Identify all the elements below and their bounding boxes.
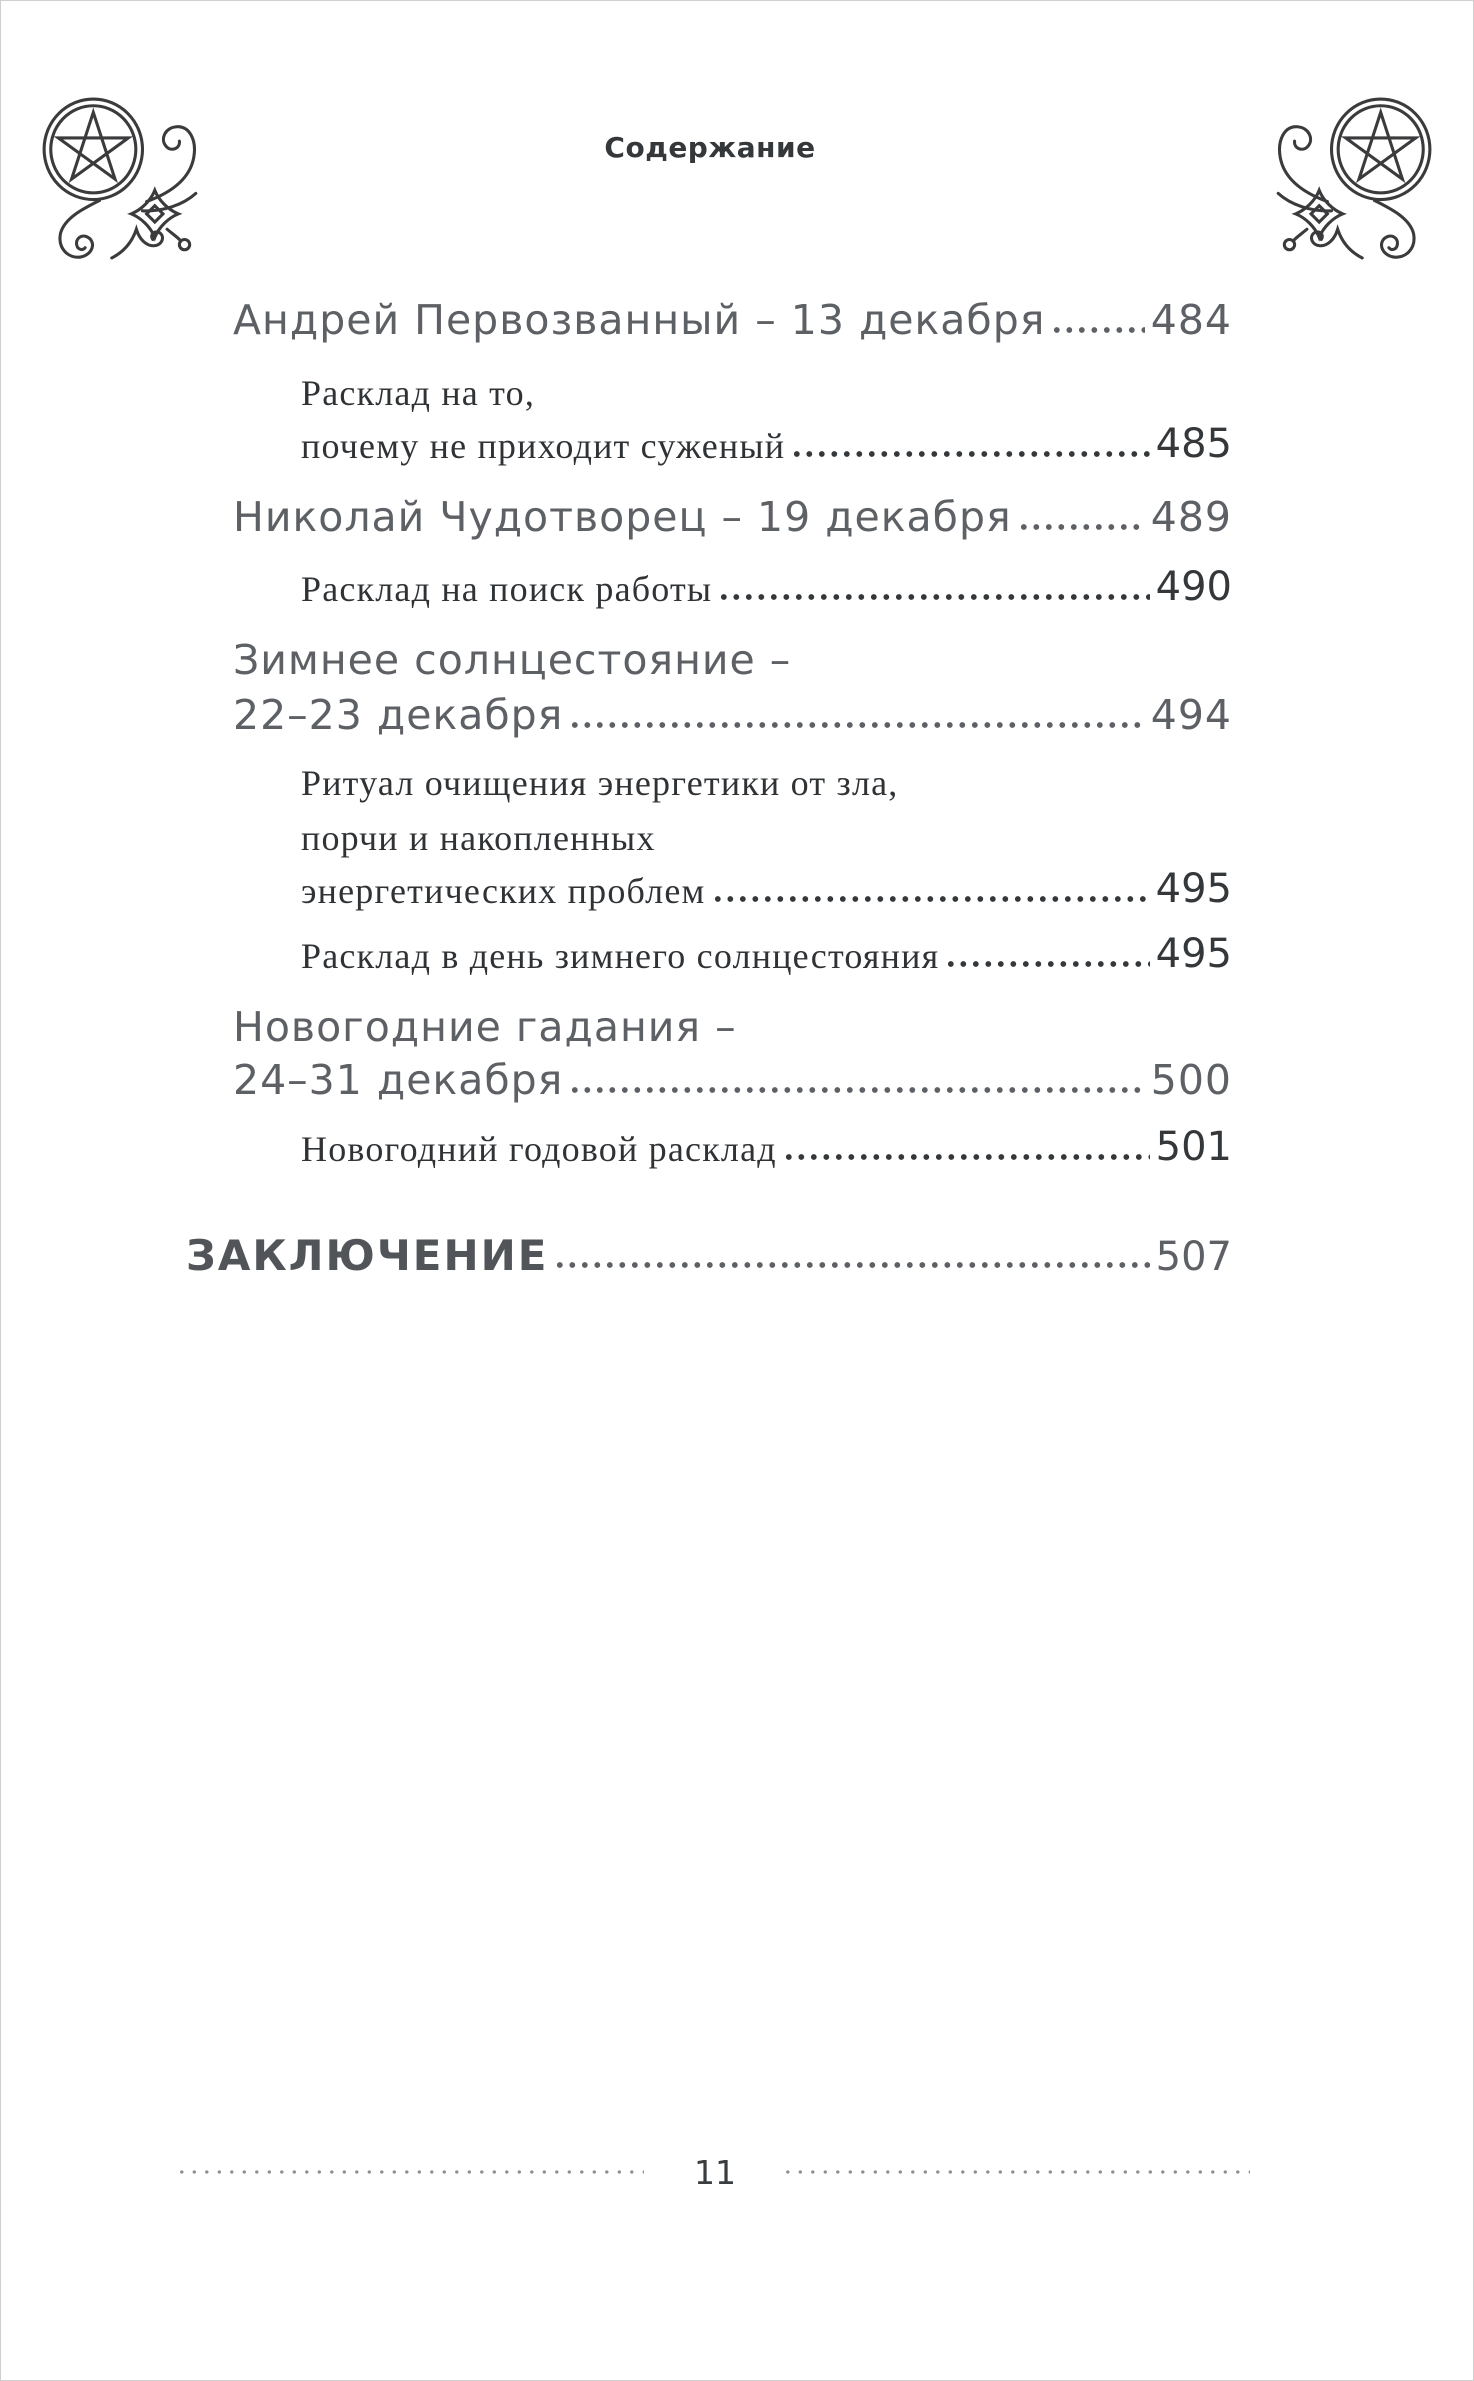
toc-entry-page-number: 507 [1155, 1234, 1232, 1280]
toc-entry-page-number: 494 [1150, 691, 1232, 739]
dot-leader [1021, 523, 1145, 531]
toc-entry-chapter[interactable] [233, 296, 1232, 344]
toc-entry-page-number: 490 [1155, 564, 1232, 610]
toc-entry-sub[interactable] [301, 820, 1232, 856]
page-footer [180, 2152, 1250, 2192]
toc-entry-title: Расклад на поиск работы [301, 569, 713, 609]
pentacle-flourish-icon [40, 96, 204, 260]
dot-leader [1054, 326, 1144, 334]
dot-leader [794, 450, 1149, 458]
toc-entry-chapter[interactable] [233, 636, 1232, 684]
toc-entry-chapter[interactable] [233, 691, 1232, 739]
toc-entry-title: почему не приходит суженый [301, 426, 786, 466]
pentacle-flourish-icon [1270, 96, 1434, 260]
toc-entry-page-number: 489 [1150, 493, 1232, 541]
toc-entry-title: 22–23 декабря [233, 691, 564, 739]
toc-entry-page-number: 485 [1155, 421, 1232, 467]
dot-leader [572, 721, 1144, 729]
toc-entry-sub[interactable] [301, 866, 1232, 912]
toc-entry-sub[interactable] [301, 1124, 1232, 1170]
toc-entry-title: Расклад в день зимнего солнцестояния [301, 936, 940, 976]
footer-dotted-rule-left [180, 2169, 644, 2175]
toc-entry-title: Андрей Первозванный – 13 декабря [233, 296, 1046, 344]
toc-entry-sub[interactable] [301, 421, 1232, 467]
toc-entry-title: ЗАКЛЮЧЕНИЕ [186, 1231, 549, 1280]
toc-entry-page-number: 501 [1155, 1124, 1232, 1170]
page-title: Содержание [604, 131, 816, 164]
toc-entry-title: Новогодние гадания – [233, 1003, 737, 1051]
dot-leader [721, 593, 1149, 601]
toc-entry-page-number: 500 [1150, 1056, 1232, 1104]
toc-entry-title: 24–31 декабря [233, 1056, 564, 1104]
toc-entry-sub[interactable] [301, 931, 1232, 977]
toc-entry-chapter[interactable] [233, 493, 1232, 541]
dot-leader [715, 895, 1150, 903]
footer-dotted-rule-right [786, 2169, 1250, 2175]
toc-entry-title: Ритуал очищения энергетики от зла, [301, 763, 899, 803]
toc-entry-title: энергетических проблем [301, 871, 706, 911]
toc-entry-sub[interactable] [301, 375, 1232, 411]
dot-leader [572, 1086, 1144, 1094]
toc-entry-sub[interactable] [301, 564, 1232, 610]
toc-entry-page-number: 495 [1155, 866, 1232, 912]
toc-entry-page-number: 484 [1150, 296, 1232, 344]
toc-entry-chapter[interactable] [233, 1056, 1232, 1104]
page-number: 11 [694, 2152, 736, 2192]
dot-leader [786, 1153, 1150, 1161]
toc-entry-chapter[interactable] [233, 1003, 1232, 1051]
toc-entry-title: Новогодний годовой расклад [301, 1129, 777, 1169]
toc-entry-title: порчи и накопленных [301, 818, 656, 858]
dot-leader [557, 1261, 1149, 1269]
toc-entry-title: Николай Чудотворец – 19 декабря [233, 493, 1012, 541]
dot-leader [948, 960, 1149, 968]
toc-entry-conclusion[interactable] [186, 1231, 1232, 1280]
toc-entry-page-number: 495 [1155, 931, 1232, 977]
toc-entry-sub[interactable] [301, 765, 1232, 801]
toc-entry-title: Зимнее солнцестояние – [233, 636, 792, 684]
toc-entry-title: Расклад на то, [301, 373, 536, 413]
